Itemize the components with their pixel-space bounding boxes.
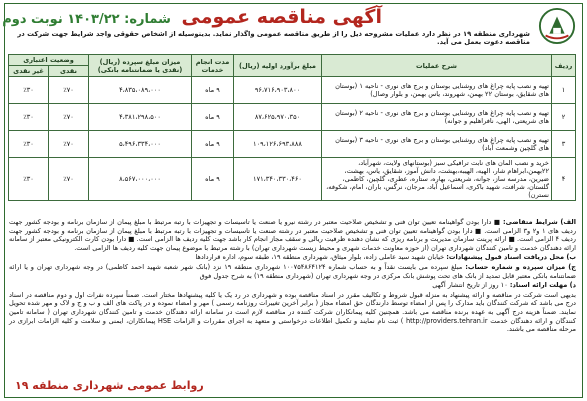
location-paragraph [9, 253, 576, 262]
col-row: ردیف [552, 55, 576, 77]
notice-number: شماره: ۱۴۰۳/۲۲ نوبت دوم [2, 12, 171, 27]
cell-cash: ٪۷۰ [49, 158, 89, 201]
table-row [9, 131, 576, 158]
municipality-logo-icon [538, 7, 576, 45]
cell-row: ۳ [552, 131, 576, 158]
cell-desc: تهیه و نصب پایه چراغ های روشنایی بوستان و برج های نوری - ناحیه ۳ (بوستان های گلچین وشمعت آباد) [322, 131, 552, 158]
table-row [9, 104, 576, 131]
cell-cash: ٪۷۰ [49, 104, 89, 131]
deadline-label: د) مهلت ارائه اسناد: [509, 281, 576, 290]
cell-noncash: ٪۳۰ [9, 131, 49, 158]
cell-deposit: ۵،۴۹۶،۳۳۴،۰۰۰ [89, 131, 192, 158]
deadline-paragraph [9, 281, 576, 290]
cell-deposit: ۸،۵۶۷،۰۰۰،۰۰۰ [89, 158, 192, 201]
col-estimate: مبلغ برآورد اولیه (ریال) [234, 55, 322, 77]
cell-desc: تهیه و نصب پایه چراغ های روشنایی بوستان و برج های نوری - ناحیه ۲ (بوستان های شریعتی، الهی، نافراهلیم و جوانه) [322, 104, 552, 131]
tender-table [8, 54, 576, 201]
deposit-label: ج) میزان سپرده و شماره حساب: [465, 262, 576, 271]
location-label: ب) محل دریافت اسناد قبول پیشنهادات: [446, 253, 576, 262]
deadline-text: ۱۰ روز از تاریخ انتشار آگهی [432, 281, 508, 290]
cell-noncash: ٪۳۰ [9, 104, 49, 131]
cell-noncash: ٪۳۰ [9, 158, 49, 201]
cell-row: ۲ [552, 104, 576, 131]
conditions-text: ■ دارا بودن گواهینامه تعیین توان فنی و تشخیص صلاحیت معتبر در رشته نیرو یا صنعت یا تاسیسات و تجهیزات با رتبه مرتبط با مبلغ پیمان از سازمان برنامه و بودجه کشور جهت ردیف های ۱ و۲ و۳ الزامی است. ■ دارا بودن گواهینامه تعیین توان فنی و تشخیص صلاحیت معتبر در رشته صنعت یا تاسیسات و تجهیزات با رتبه مرتبط با مبلغ پیمان از سازمان برنامه و بودجه کشور جهت ردیف ۴ الزامی است. ■ ارائه پرینت سازمان مدیریت و برنامه ریزی که نشان دهنده ظرفیت ریالی و سقف مجاز انجام کار باشد جهت کلیه ردیف ها الزامی است. ■ دارا بودن کارت الکترونیکی معتبر از سامانه ارائه دهندگان خدمت و تامین کنندگان شهرداری تهران (از حوزه معاونت خدمات شهری و محیط زیست شهرداری تهران) با رشته مرتبط با موضوع پیمان جهت کلیه ردیف ها الزامی است. [9, 218, 577, 252]
cell-desc: خرید و نصب المان های نابت ترافیکی سبز (بوستانهای ولایت، شهرآباد، ۲۲بهمن،ابراهام شار، الهیه، الهیبه،بهشت، دانش آموز، شقایق، یاس، بهشت، ضیرین، مدرسه ساز، جوانه، شریعتی، بهاره، ستاره، عطری، گلچین، کاظمی، گلستان، شرافت، شهید باکری، اسماعیل آباد، مرجان، نرگس، باران، امام، شکوفه، نسترن) [322, 158, 552, 201]
cell-deposit: ۴،۸۳۵،۰۸۹،۰۰۰ [89, 77, 192, 104]
table-header-row [9, 55, 576, 66]
notice-header [3, 4, 582, 46]
col-credit: وضعیت اعتباری [9, 55, 89, 66]
cell-desc: تهیه و نصب پایه چراغ های روشنایی بوستان و برج های نوری - ناحیه ۱ (بوستان های شقایق، بوستان ۲۲ بهمن، شهروند، یاس بهمن، و بلوار وصال) [322, 77, 552, 104]
cell-duration: ۹ ماه [192, 104, 234, 131]
col-deposit: میزان مبلغ سپرده (ریال) (نقدی یا ضمانتنامه بانکی) [89, 55, 192, 77]
title-text: آگهی مناقصه عمومی [181, 6, 382, 28]
intro-text: شهرداری منطقه ۱۹ در نظر دارد عملیات مشروحه ذیل را از طریق مناقصه عمومی واگذار نماید. بدینوسیله از اشخاص حقوقی واجد شرایط جهت شرکت در مناقصه دعوت بعمل می آید. [17, 30, 530, 47]
table-row [9, 77, 576, 104]
tender-notice [4, 3, 583, 398]
cell-noncash: ٪۳۰ [9, 77, 49, 104]
public-relations-signature: روابط عمومی شهرداری منطقه ۱۹ [15, 379, 204, 392]
table-row [9, 158, 576, 201]
conditions-paragraph [9, 218, 576, 252]
cell-duration: ۹ ماه [192, 158, 234, 201]
cell-duration: ۹ ماه [192, 77, 234, 104]
cell-cash: ٪۷۰ [49, 77, 89, 104]
col-duration: مدت انجام خدمات [192, 55, 234, 77]
col-desc: شرح عملیات [322, 55, 552, 77]
conditions-label: الف) شرایط متقاضی: [502, 218, 576, 226]
col-noncash: غیر نقدی [9, 66, 49, 77]
cell-estimate: ۱۰۹،۱۲۶،۶۹۳،۸۸۸ [234, 131, 322, 158]
notice-title [2, 6, 382, 28]
location-text: خیابان شهید سید عاملی زاده، بلوار میثاق، شهرداری منطقه ۱۹، طبقه سوم، اداره قراردادها [195, 253, 445, 262]
cell-cash: ٪۷۰ [49, 131, 89, 158]
cell-duration: ۹ ماه [192, 131, 234, 158]
deposit-paragraph [9, 263, 576, 280]
deposit-text: مبلغ سپرده می بایست نقداً و به حساب شماره ۱۰۰۷۵۴۸۶۴۱۲۴ شهرداری منطقه ۱۹ نزد (بانک شهر شعبه شهید احمد کاظمی) در وجه شهرداری تهران و یا ارائه ضمانتنامه بانکی معتبر قابل تمدید از بانک های تحت پوشش بانک مرکزی در وجه شهرداری تهران (شهرداری منطقه ۱۹) به شرح جدول فوق [9, 262, 576, 280]
cell-estimate: ۱۷۱،۳۴۰،۳۳۰،۴۶۰ [234, 158, 322, 201]
cell-row: ۴ [552, 158, 576, 201]
cell-row: ۱ [552, 77, 576, 104]
notice-body [9, 218, 576, 335]
col-cash: نقدی [49, 66, 89, 77]
cell-deposit: ۴،۳۸۱،۲۹۸،۵۰۰ [89, 104, 192, 131]
general-terms-paragraph: بدیهی است شرکت در مناقصه و ارائه پیشنهاد به منزله قبول شروط و تکالیف مقرر در اسناد مناقصه بوده و شهرداری در رد یک یا کلیه پیشنهادها مختار است. ضمناً سپرده نفرات اول و دوم مناقصه در اسناد درج می باشد که شرکت کنندگان باید مدارک را پس از امضاء توسط دارندگان حق امضاء مجاز ( برابر آخرین تغییرات روزنامه رسمی ) مهر و امضاء نموده و در پاکت های الف و ب و ج و لاک و مهر شده تحویل نمایند. ضمناً هزینه درج آگهی به عهده برنده مناقصه می باشد. همچنین کلیه پیمانکاران شرکت کننده در مناقصه لازم است در سامانه ارائه دهندگان خدمت و تامین کنندگان شهرداری تهران ( سامانه تامین کنندگان و ارائه دهندگان خدمت http://providers.tehran.ir ) ثبت نام نمایند و تکمیل اطلاعات درخواستی و متعهد به اجرای مقررات و الزامات HSE پیمانکاران، ایمنی و سلامت و کلیه الزامات ابرازی در مرحله مناقصه می باشند. [9, 290, 576, 334]
cell-estimate: ۹۶،۷۱۶،۹۰۳،۸۰۰ [234, 77, 322, 104]
cell-estimate: ۸۷،۶۲۵،۹۷۰،۳۵۰ [234, 104, 322, 131]
